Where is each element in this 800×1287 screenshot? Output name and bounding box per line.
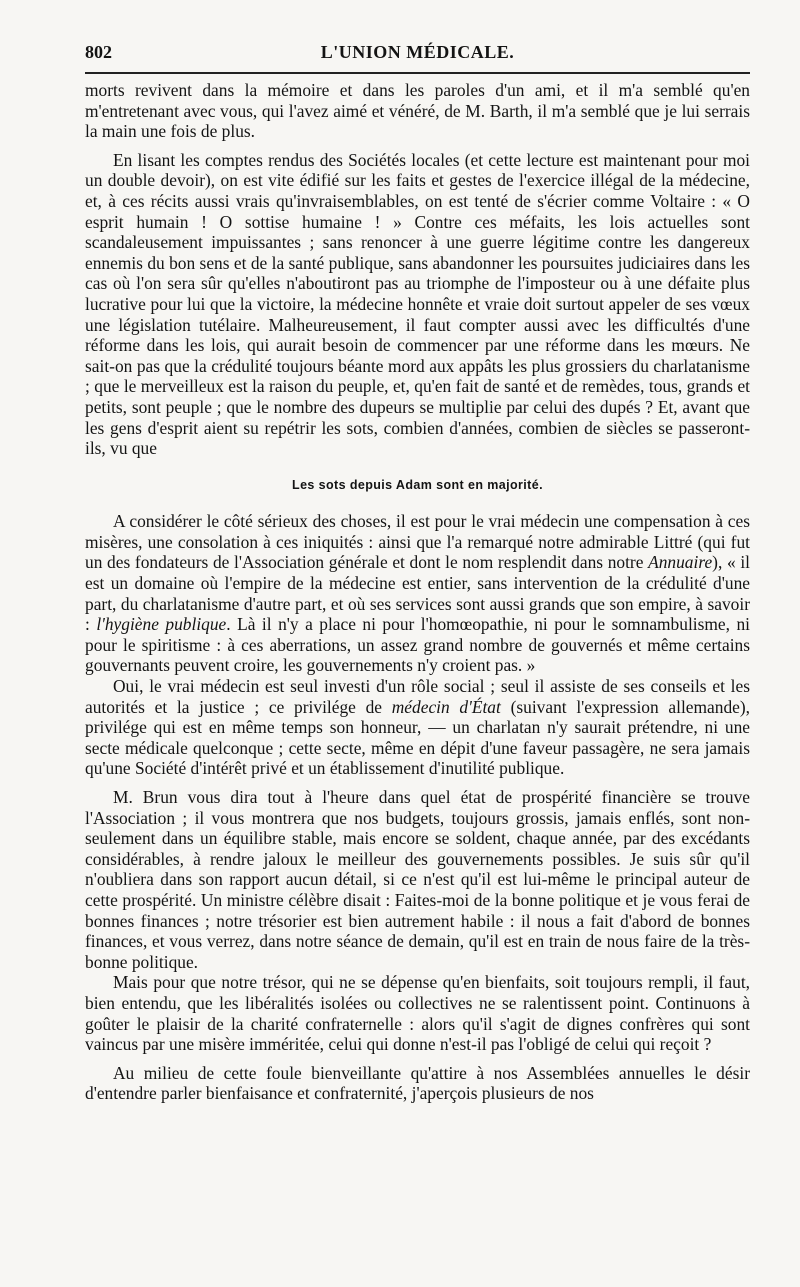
caption-quote: Les sots depuis Adam sont en majorité. [292,477,543,492]
text-segment: . Là il n'y a place ni pour l'homœopathie, ni pour le somnambulisme, ni pour le spiritisme : à ces aberrations, un assez grand nombre de gouvernés et même certains gouvernants peuvent croire, les gouvernements n'y croient pas. » [85,614,750,676]
paragraph-4 [85,676,750,779]
italic-text: médecin d'État [391,696,501,717]
text-segment: (suivant l'expression allemande), privilége qui est en même temps son honneur, — un charlatan n'y saurait prétendre, ni une secte médicale quelconque ; cette secte, même en dépit d'une faveur passagère, ne sera jamais qu'une Société d'intérêt privé et un établissement d'inutilité publique. [85,696,750,779]
text-segment: Oui, le vrai médecin est seul investi d'un rôle social ; seul il assiste de ses conseils et les autorités et la justice ; ce privilége de [85,676,750,717]
header-rule [85,72,750,74]
text-segment: morts revivent dans la mémoire et dans les paroles d'un ami, et il m'a semblé qu'en m'entretenant avec vous, qui l'avez aimé et vénéré, de M. Barth, il m'a semblé que je lui serrais la main une fois de plus. [85,80,750,142]
body-text [85,80,750,1104]
page-number: 802 [85,42,112,62]
text-segment: A considérer le côté sérieux des choses, il est pour le vrai médecin une compensation à ces misères, une consolation à ces iniquités : ainsi que l'a remarqué notre admirable Littré (qui fut un des fondateurs de l'Association générale et dont le nom resplendit dans notre [85,511,750,573]
paragraph-7 [85,1063,750,1104]
journal-title: L'UNION MÉDICALE. [320,42,515,62]
text-segment: M. Brun vous dira tout à l'heure dans quel état de prospérité financière se trouve l'Association ; il vous montrera que nos budgets, toujours grossis, jamais enflés, sont non-seulement dans un équilibre stable, mais encore se soldent, chaque année, par des excédants considérables, à rendre jaloux le meilleur des gouvernements possibles. Je suis sûr qu'il n'oubliera dans son rapport aucun détail, si ce n'est qu'il est lui-même le principal auteur de cette prospérité. Un ministre célèbre disait : Faites-moi de la bonne politique et je vous ferai de bonnes finances ; notre trésorier est bien autrement habile : il nous a fait d'abord de bonnes finances, et vous verrez, dans notre séance de demain, qu'il est en train de nous faire de la très-bonne politique. [85,787,750,972]
text-segment: En lisant les comptes rendus des Sociétés locales (et cette lecture est maintenant pour moi un double devoir), on est vite édifié sur les faits et gestes de l'exercice illégal de la médecine, et, à ces récits aussi vrais qu'invraisemblables, on est tenté de s'écrier comme Voltaire : « O esprit humain ! O sottise humaine ! » Contre ces méfaits, les lois actuelles sont scandaleusement impuissantes ; sans renoncer à une guerre légitime contre les dangereux ennemis du bon sens et de la santé publique, sans abandonner les poursuites judiciaires dans les cas où l'on sera sûr qu'elles n'aboutiront pas au triomphe de l'imposteur ou à une défaite plus lucrative pour lui que la victoire, la médecine honnête et vraie doit surtout appeler de ses vœux une législation tutélaire. Malheureusement, il faut compter aussi avec les difficultés d'une réforme dans les lois, qui aurait besoin de commencer par une réforme dans les mœurs. Ne sait-on pas que la crédulité toujours béante mord aux appâts les plus grossiers du charlatanisme ; que le merveilleux est la raison du peuple, et, qu'en fait de santé et de remèdes, tous, grands et petits, sont peuple ; que le nombre des dupeurs se multiplie par celui des dupés ? Et, avant que les gens d'esprit aient su repétrir les sots, combien d'années, combien de siècles se passeront-ils, vu que [85,149,750,459]
paragraph-3 [85,511,750,676]
italic-text: l'hygiène publique [96,614,227,635]
text-segment: Mais pour que notre trésor, qui ne se dépense qu'en bienfaits, soit toujours rempli, il faut, bien entendu, que les libéralités isolées ou collectives ne se ralentissent point. Continuons à goûter le plaisir de la charité confraternelle : alors qu'il s'agit de dignes confrères qui sont vaincus par une misère imméritée, celui qui donne n'est-il pas l'obligé de celui qui reçoit ? [85,972,750,1055]
paragraph-6 [85,972,750,1054]
paragraph-2 [85,150,750,459]
italic-text: Annuaire [648,552,713,573]
page-header [85,38,750,68]
paragraph-1 [85,80,750,142]
paragraph-5 [85,787,750,972]
text-segment: ), « il est un domaine où l'empire de la médecine est entier, sans intervention de la crédulité d'une part, du charlatanisme d'autre part, et où ses services sont aussi grands que son empire, à savoir : [85,552,750,635]
text-segment: Au milieu de cette foule bienveillante qu'attire à nos Assemblées annuelles le désir d'entendre parler bienfaisance et confraternité, j'aperçois plusieurs de nos [85,1062,750,1104]
